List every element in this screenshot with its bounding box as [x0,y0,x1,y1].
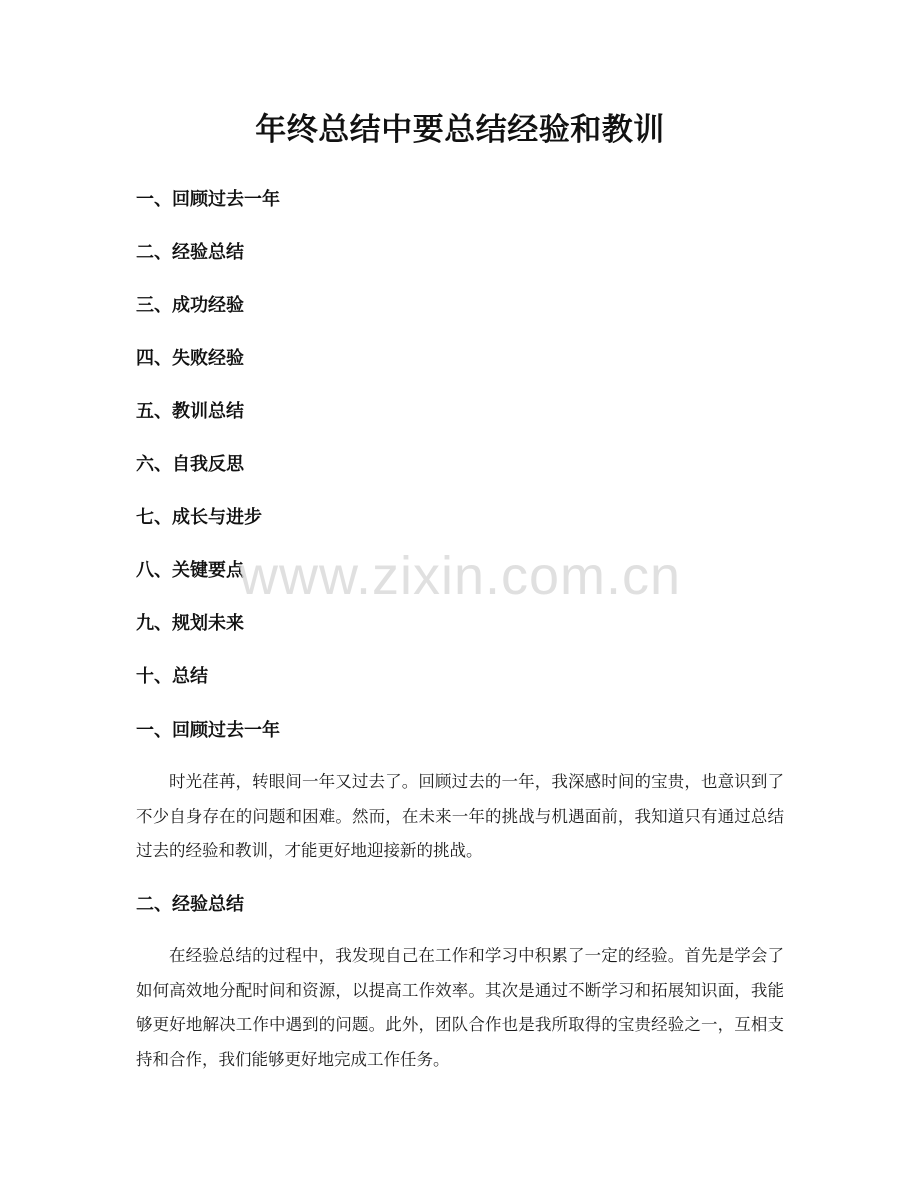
toc-item: 九、规划未来 [136,613,244,634]
section-heading: 二、经验总结 [136,894,244,915]
toc-item: 一、回顾过去一年 [136,189,280,210]
toc-item: 八、关键要点 [136,560,244,581]
watermark: www.zixin.com.cn [238,546,682,606]
toc-item: 三、成功经验 [136,295,244,316]
toc-item: 六、自我反思 [136,454,244,475]
toc-item: 十、总结 [136,666,208,687]
section-heading: 一、回顾过去一年 [136,720,280,741]
section-paragraph: 在经验总结的过程中，我发现自己在工作和学习中积累了一定的经验。首先是学会了如何高效地分配时间和资源，以提高工作效率。其次是通过不断学习和拓展知识面，我能够更好地解决工作中遇到的问题。此外，团队合作也是我所取得的宝贵经验之一，互相支持和合作，我们能够更好地完成工作任务。 [136,946,784,1069]
toc-item: 七、成长与进步 [136,507,262,528]
toc-item: 二、经验总结 [136,242,244,263]
table-of-contents [136,186,280,716]
section-paragraph: 时光荏苒，转眼间一年又过去了。回顾过去的一年，我深感时间的宝贵，也意识到了不少自身存在的问题和困难。然而，在未来一年的挑战与机遇面前，我知道只有通过总结过去的经验和教训，才能更好地迎接新的挑战。 [136,772,784,860]
toc-item: 五、教训总结 [136,401,244,422]
document-title: 年终总结中要总结经验和教训 [255,112,665,148]
toc-item: 四、失败经验 [136,348,244,369]
